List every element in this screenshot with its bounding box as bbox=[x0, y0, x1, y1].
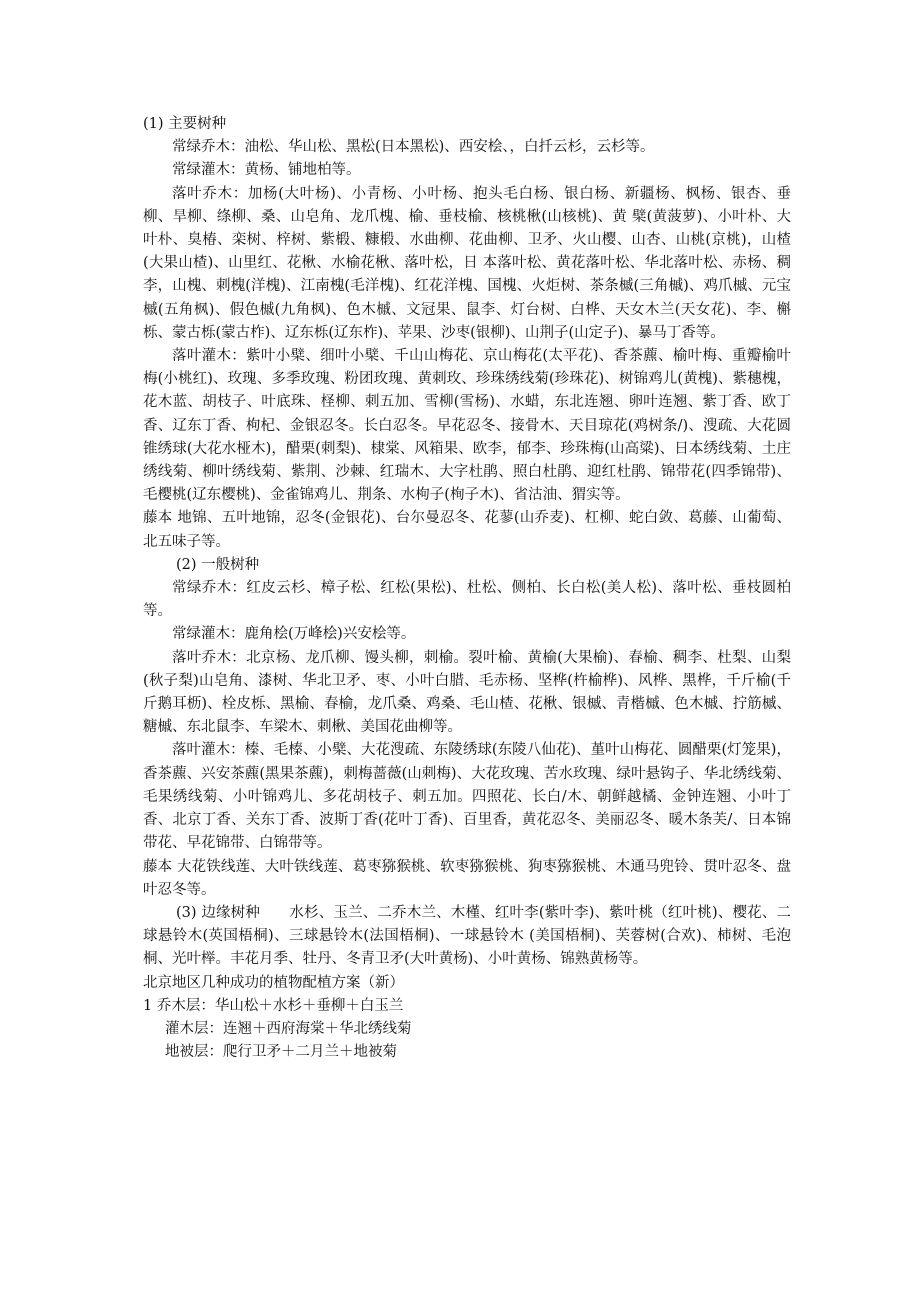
section-2-evergreen-trees: 常绿乔木：红皮云杉、樟子松、红松(果松)、杜松、侧柏、长白松(美人松)、落叶松、垂枝圆柏等。 bbox=[143, 580, 791, 620]
section-1-deciduous-trees: 落叶乔木：加杨(大叶杨)、小青杨、小叶杨、抱头毛白杨、银白杨、新疆杨、枫杨、银杏、垂柳、旱柳、绦柳、桑、山皂角、龙爪槐、榆、垂枝榆、核桃楸(山核桃)、黄 檗(黄菠萝)、小叶朴、大叶朴、臭椿、栾树、梓树、紫椴、糠椴、水曲柳、花曲柳、卫矛、火山樱、山杏、山桃(京桃)，山楂(大果山楂)、山里红、花楸、水榆花楸、落叶松，日 本落叶松、黄花落叶松、华北落叶松、赤杨、稠李，山槐、刺槐(洋槐)、江南槐(毛洋槐)、红花洋槐、国槐、火炬树、茶条槭(三角槭)、鸡爪槭、元宝槭(五角枫)、假色槭(九角枫)、色木槭、文冠果、鼠李、灯台树、白桦、天女木兰(天女花)、李、槲栎、蒙古栎(蒙古柞)、辽东栎(辽东柞)、苹果、沙枣(银柳)、山荆子(山定子)、暴马丁香等。 bbox=[143, 185, 791, 341]
section-2-vines: 藤本 大花铁线莲、大叶铁线莲、葛枣猕猴桃、软枣猕猴桃、狗枣猕猴桃、木通马兜铃、贯叶忍冬、盘叶忍冬等。 bbox=[143, 858, 791, 898]
planting-plan-tree-layer: 1 乔木层：华山松＋水杉＋垂柳＋白玉兰 bbox=[143, 997, 404, 1014]
section-2-evergreen-shrubs: 常绿灌木：鹿角桧(万峰桧)兴安桧等。 bbox=[172, 626, 416, 643]
planting-plan-ground-layer: 地被层：爬行卫矛＋二月兰＋地被菊 bbox=[165, 1044, 397, 1061]
section-3-paragraph: (3) 边缘树种 水杉、玉兰、二乔木兰、木槿、红叶李(紫叶李)、紫叶桃（红叶桃)、樱花、二球悬铃木(英国梧桐)、三球悬铃木(法国梧桐)、一球悬铃木 (美国梧桐)、芙蓉树(合欢)、柿树、毛泡桐、光叶榉。丰花月季、牡丹、冬青卫矛(大叶黄杨)、小叶黄杨、锦熟黄杨等。 bbox=[143, 904, 791, 968]
section-1-evergreen-trees: 常绿乔木：油松、华山松、黑松(日本黑松)、西安桧、，白扦云杉，云杉等。 bbox=[172, 139, 655, 156]
section-1-vines: 藤本 地锦、五叶地锦，忍冬(金银花)、台尔曼忍冬、花蓼(山乔麦)、杠柳、蛇白敛、葛藤、山葡萄、北五味子等。 bbox=[143, 510, 791, 550]
section-2-deciduous-trees: 落叶乔木：北京杨、龙爪柳、馒头柳，刺榆。裂叶榆、黄榆(大果榆)、春榆、稠李、杜梨、山梨(秋子梨)山皂角、漆树、华北卫矛、枣、小叶白腊、毛赤杨、坚桦(杵榆桦)、风桦、黑桦，千斤榆(千斤鹅耳枥)、栓皮栎、黑榆、春榆，龙爪桑、鸡桑、毛山楂、花楸、银槭、青楷槭、色木槭、拧筋槭、糖槭、东北鼠李、车梁木、刺楸、美国花曲柳等。 bbox=[143, 649, 791, 736]
planting-plan-heading: 北京地区几种成功的植物配植方案（新） bbox=[143, 974, 404, 991]
section-2-heading: (2) 一般树种 bbox=[176, 556, 260, 573]
planting-plan-shrub-layer: 灌木层：连翘＋西府海棠＋华北绣线菊 bbox=[165, 1020, 412, 1037]
section-1-evergreen-shrubs: 常绿灌木：黄杨、铺地柏等。 bbox=[172, 162, 361, 179]
section-2-deciduous-shrubs: 落叶灌木：榛、毛榛、小檗、大花溲疏、东陵绣球(东陵八仙花)、堇叶山梅花、圆醋栗(灯笼果)，香茶藨、兴安茶藨(黑果茶藨)，刺梅蔷薇(山刺梅)、大花玫瑰、苦水玫瑰、绿叶悬钩子、华北绣线菊、毛果绣线菊、小叶锦鸡儿、多花胡枝子、刺五加。四照花、长白/木、朝鲜越橘、金钟连翘、小叶丁香、北京丁香、关东丁香、波斯丁香(花叶丁香)、百里香，黄花忍冬、美丽忍冬、暖木条芙/、日本锦带花、早花锦带、白锦带等。 bbox=[143, 742, 791, 852]
section-1-deciduous-shrubs: 落叶灌木：紫叶小檗、细叶小檗、千山山梅花、京山梅花(太平花)、香茶藨、榆叶梅、重瓣榆叶梅(小桃红)、玫瑰、多季玫瑰、粉团玫瑰、黄刺玫、珍珠绣线菊(珍珠花)、树锦鸡儿(黄槐)、紫穗槐，花木蓝、胡枝子、叶底珠、柽柳、刺五加、雪柳(雪杨)、水蜡，东北连翘、卵叶连翘、紫丁香、欧丁香、辽东丁香、枸杞、金银忍冬。长白忍冬。早花忍冬、接骨木、天目琼花(鸡树条/)、溲疏、大花圆锥绣球(大花水桠木)，醋栗(刺梨)、棣棠、风箱果、欧李，郁李、珍珠梅(山高粱)、日本绣线菊、土庄绣线菊、柳叶绣线菊、紫荆、沙棘、红瑞木、大字杜鹃、照白杜鹃、迎红杜鹃、锦带花(四季锦带)、毛樱桃(辽东樱桃)、金雀锦鸡儿、荆条、水枸子(栒子木)、省沽油、猬实等。 bbox=[143, 348, 791, 504]
section-1-heading: (1) 主要树种 bbox=[143, 116, 227, 132]
document-body bbox=[143, 113, 791, 1064]
